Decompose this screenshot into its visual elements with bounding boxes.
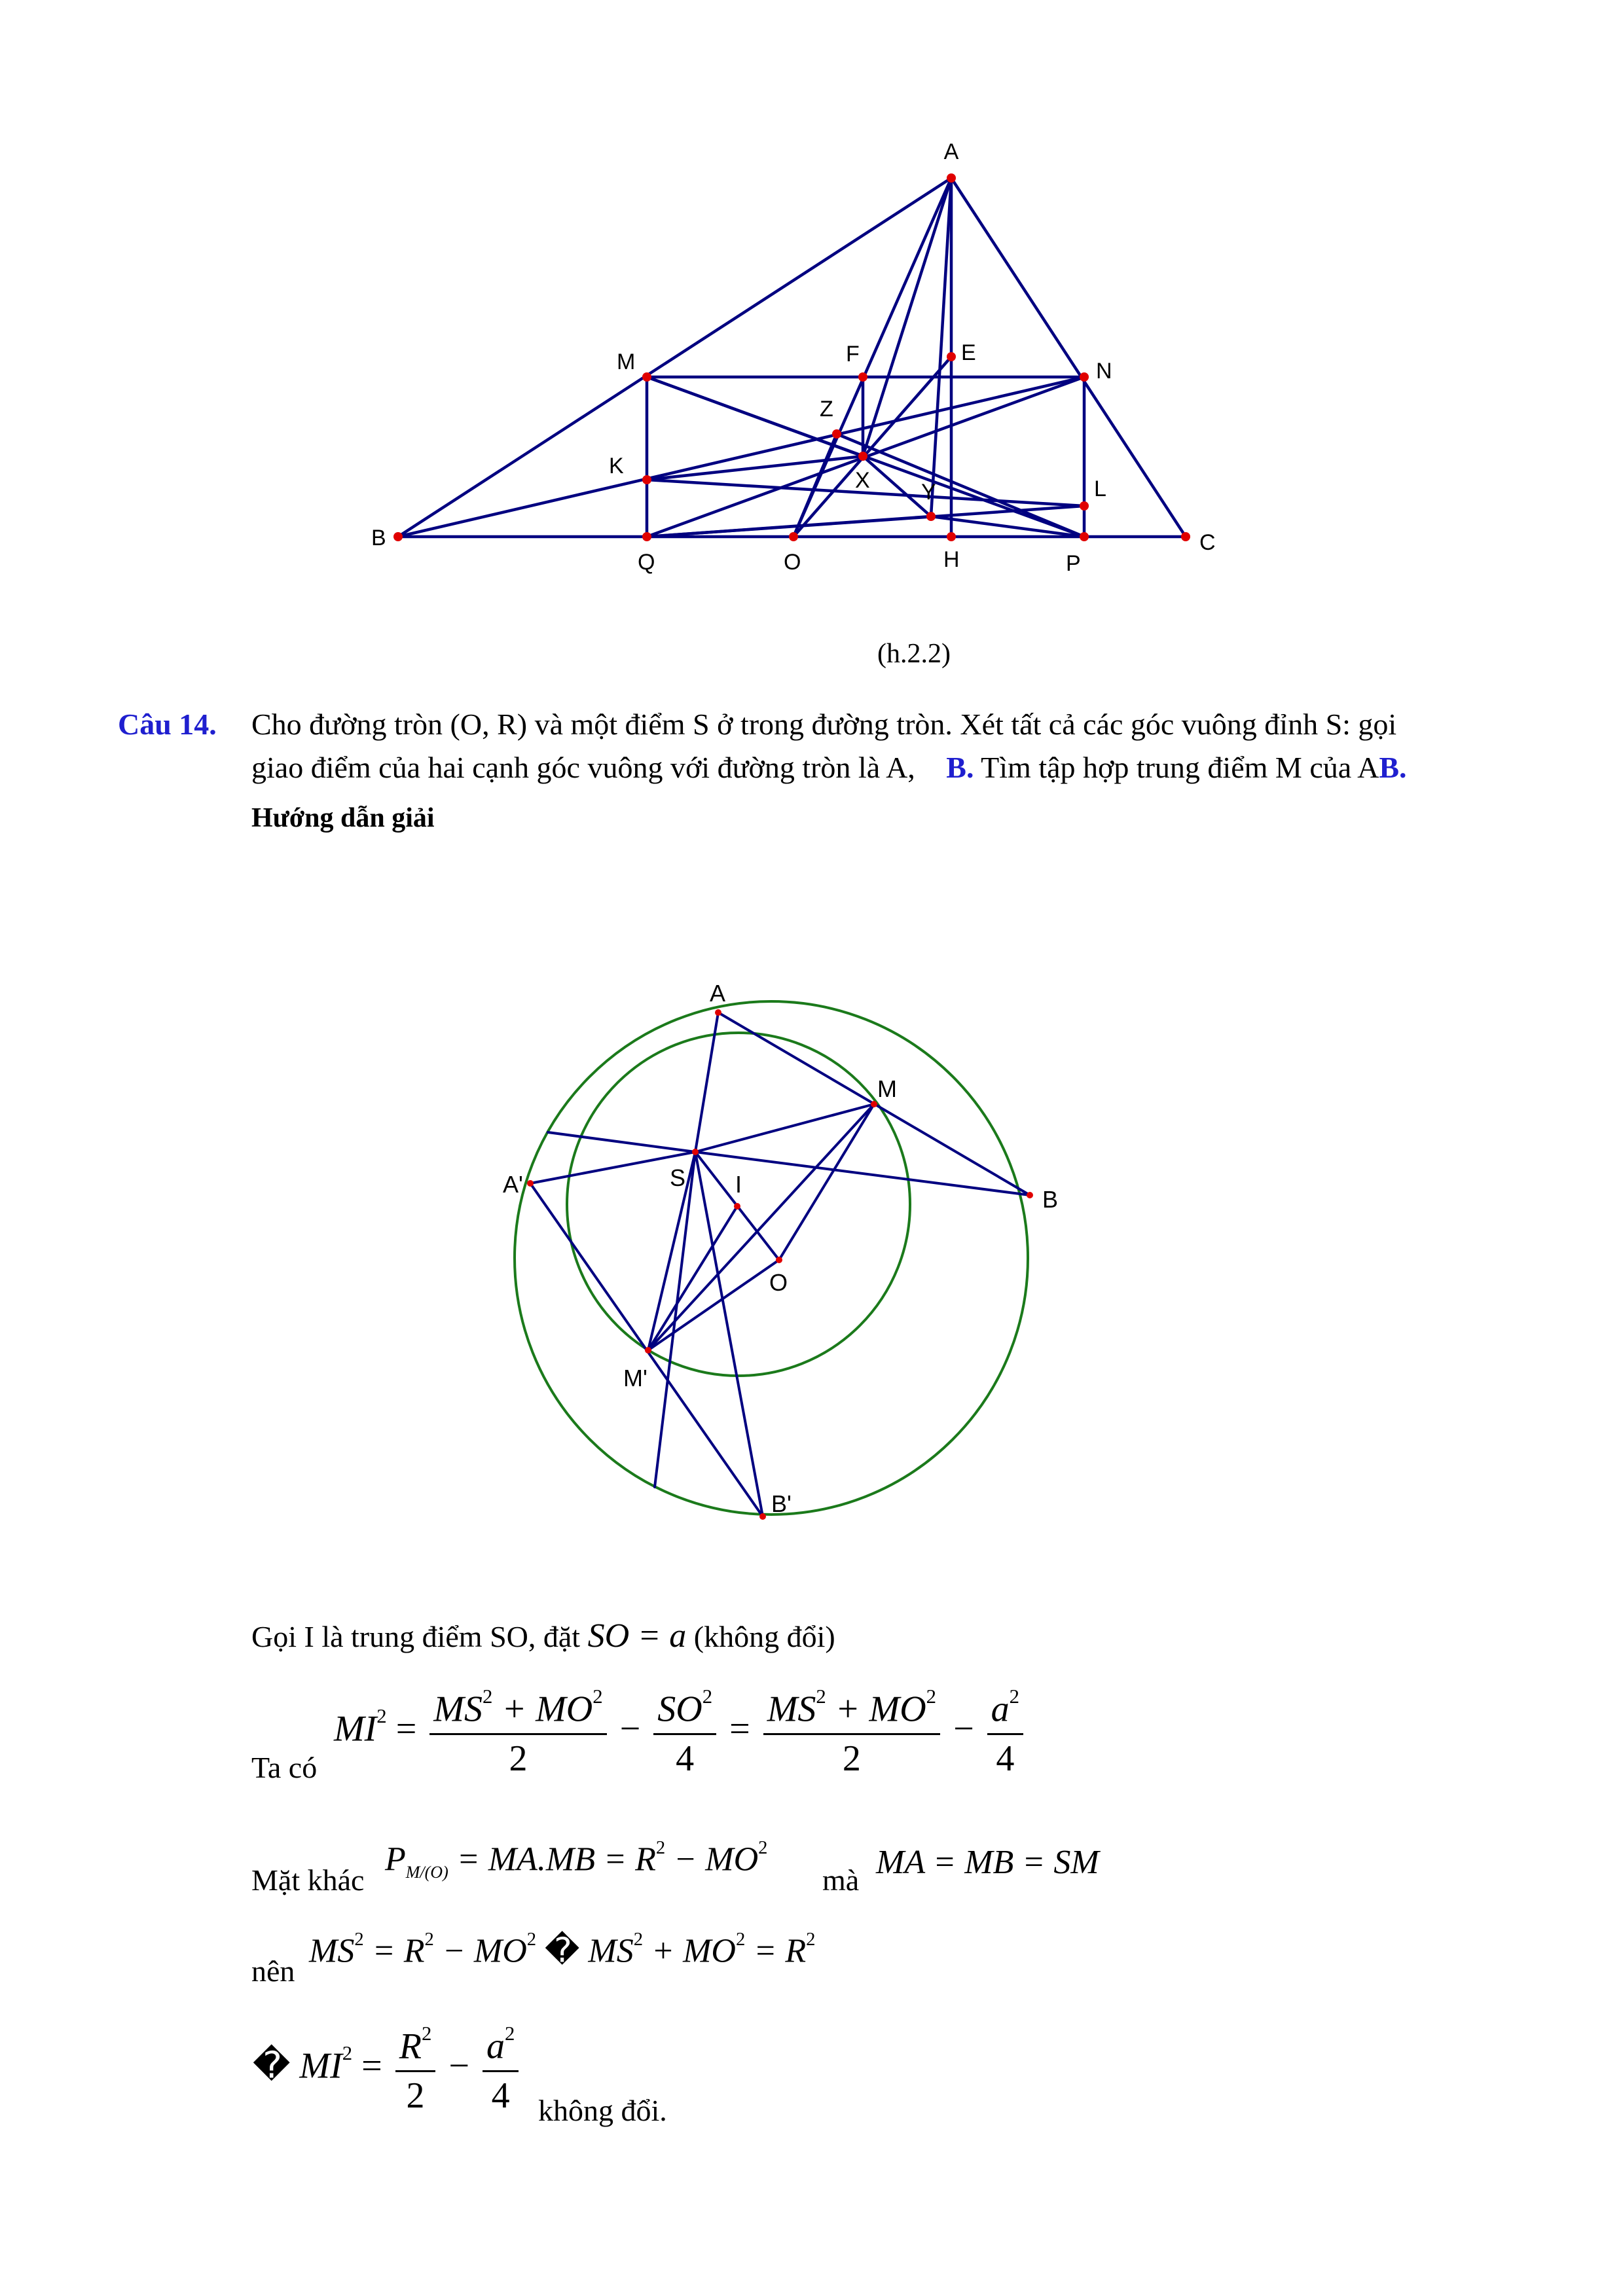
point-z — [832, 429, 841, 439]
label-k: K — [609, 454, 624, 478]
label-o: O — [784, 550, 801, 575]
solution-line-3-prefix: Mặt khác — [251, 1863, 365, 1897]
equation-power: $P_{M/(O)} = MA.MB = R^2 - MO^2$ — [385, 1838, 768, 1882]
solution-line-1: Gọi I là trung điểm SO, đặt SO = a (không đổi) — [251, 1617, 835, 1655]
solution-line-5-suffix: không đổi. — [538, 2094, 667, 2127]
label-f: F — [846, 342, 860, 367]
guide-heading: Hướng dẫn giải — [251, 803, 435, 833]
equation-mi-result: � $MI^2$ = $\frac{R^2}{2}$ − $\frac{a^2}{4}$ — [253, 2022, 522, 2117]
point-o — [789, 532, 798, 541]
label-m: M — [877, 1075, 897, 1102]
label-s: S — [670, 1164, 686, 1191]
question-line-2: giao điểm của hai cạnh góc vuông với đường tròn là A, B. Tìm tập hợp trung điểm M của AB. — [251, 751, 1407, 784]
circle-o — [515, 1001, 1028, 1515]
point-k — [642, 475, 651, 484]
point-h — [947, 532, 956, 541]
segment-sa — [695, 1013, 718, 1152]
segment-sbp — [695, 1152, 763, 1516]
fraction-a: $\frac{a^2}{4}$ — [987, 1685, 1023, 1780]
point-mp — [645, 1347, 651, 1354]
point-n — [1080, 372, 1089, 382]
point-q — [642, 532, 651, 541]
fraction-r: $\frac{R^2}{2}$ — [395, 2022, 436, 2117]
label-a: A — [943, 139, 959, 164]
segment-sm — [695, 1104, 874, 1152]
label-l: L — [1094, 476, 1106, 501]
equation-mi-squared: $MI^2$ = $\frac{MS^2 + MO^2}{2}$ − $\frac{SO^2}{4}$ = $\frac{MS^2 + MO^2}{2}$ − $\frac{a^2}{4}$ — [334, 1685, 1027, 1780]
label-p: P — [1066, 551, 1081, 576]
figure-triangle-rectangle — [0, 0, 1623, 602]
label-x: X — [855, 468, 870, 493]
point-l — [1080, 501, 1089, 511]
label-c: C — [1199, 530, 1216, 555]
label-mp: M' — [623, 1365, 647, 1391]
label-o: O — [769, 1269, 788, 1296]
label-b: B — [371, 526, 386, 550]
equation-ms-squared: $MS^2 = R^2 - MO^2$ � $MS^2 + MO^2 = R^2$ — [309, 1929, 816, 1971]
question-line-1: Cho đường tròn (O, R) và một điểm S ở trong đường tròn. Xét tất cả các góc vuông đỉnh S: gọi — [251, 708, 1397, 741]
label-ap: A' — [503, 1171, 523, 1198]
solution-line-2-prefix: Ta có — [251, 1751, 318, 1784]
label-h: H — [943, 547, 960, 572]
point-s — [692, 1149, 699, 1155]
point-bp — [759, 1513, 766, 1520]
solution-line-3-ma: mà — [822, 1863, 860, 1897]
point-b — [1027, 1192, 1033, 1198]
label-b: B — [1042, 1186, 1059, 1213]
point-x — [858, 452, 867, 461]
segment-sb — [695, 1152, 1030, 1195]
point-f — [858, 372, 867, 382]
segment-k-x — [647, 456, 863, 480]
point-i — [734, 1203, 740, 1210]
question-text — [251, 703, 1528, 789]
label-bp: B' — [771, 1490, 792, 1517]
segment-mp-i — [648, 1206, 737, 1350]
label-e: E — [961, 340, 976, 365]
label-n: N — [1096, 359, 1112, 384]
segment-e-o — [793, 357, 951, 537]
label-m: M — [617, 350, 636, 374]
segment-s-left — [548, 1132, 695, 1152]
question-number: Câu 14. — [118, 708, 217, 741]
label-z: Z — [820, 397, 833, 422]
fraction-ms-mo: $\frac{MS^2 + MO^2}{2}$ — [429, 1685, 606, 1780]
point-m — [871, 1101, 877, 1107]
segment-mo — [779, 1104, 874, 1260]
point-y — [926, 512, 936, 521]
label-i: I — [735, 1171, 742, 1198]
point-b — [393, 532, 403, 541]
equation-ma-mb: MA = MB = SM — [876, 1844, 1099, 1881]
figure-caption: (h.2.2) — [877, 639, 951, 669]
point-o — [776, 1257, 782, 1263]
label-a: A — [710, 980, 726, 1007]
fraction-a-2: $\frac{a^2}{4}$ — [483, 2022, 519, 2117]
point-a — [947, 173, 956, 183]
point-ap — [527, 1180, 534, 1187]
segment-q-y — [647, 516, 931, 537]
label-q: Q — [638, 550, 655, 575]
point-m — [642, 372, 651, 382]
solution-line-4-prefix: nên — [251, 1954, 295, 1988]
point-c — [1181, 532, 1190, 541]
segment-ac — [951, 178, 1186, 537]
fraction-ms-mo-2: $\frac{MS^2 + MO^2}{2}$ — [763, 1685, 940, 1780]
segment-m-mp — [648, 1104, 874, 1350]
point-p — [1080, 532, 1089, 541]
fraction-so: $\frac{SO^2}{4}$ — [653, 1685, 716, 1780]
point-e — [947, 352, 956, 361]
figure-circles — [0, 949, 1623, 1538]
segment-o-z — [793, 434, 837, 537]
point-a — [715, 1009, 721, 1016]
label-y: Y — [921, 480, 936, 505]
segment-mp-o — [648, 1260, 779, 1350]
